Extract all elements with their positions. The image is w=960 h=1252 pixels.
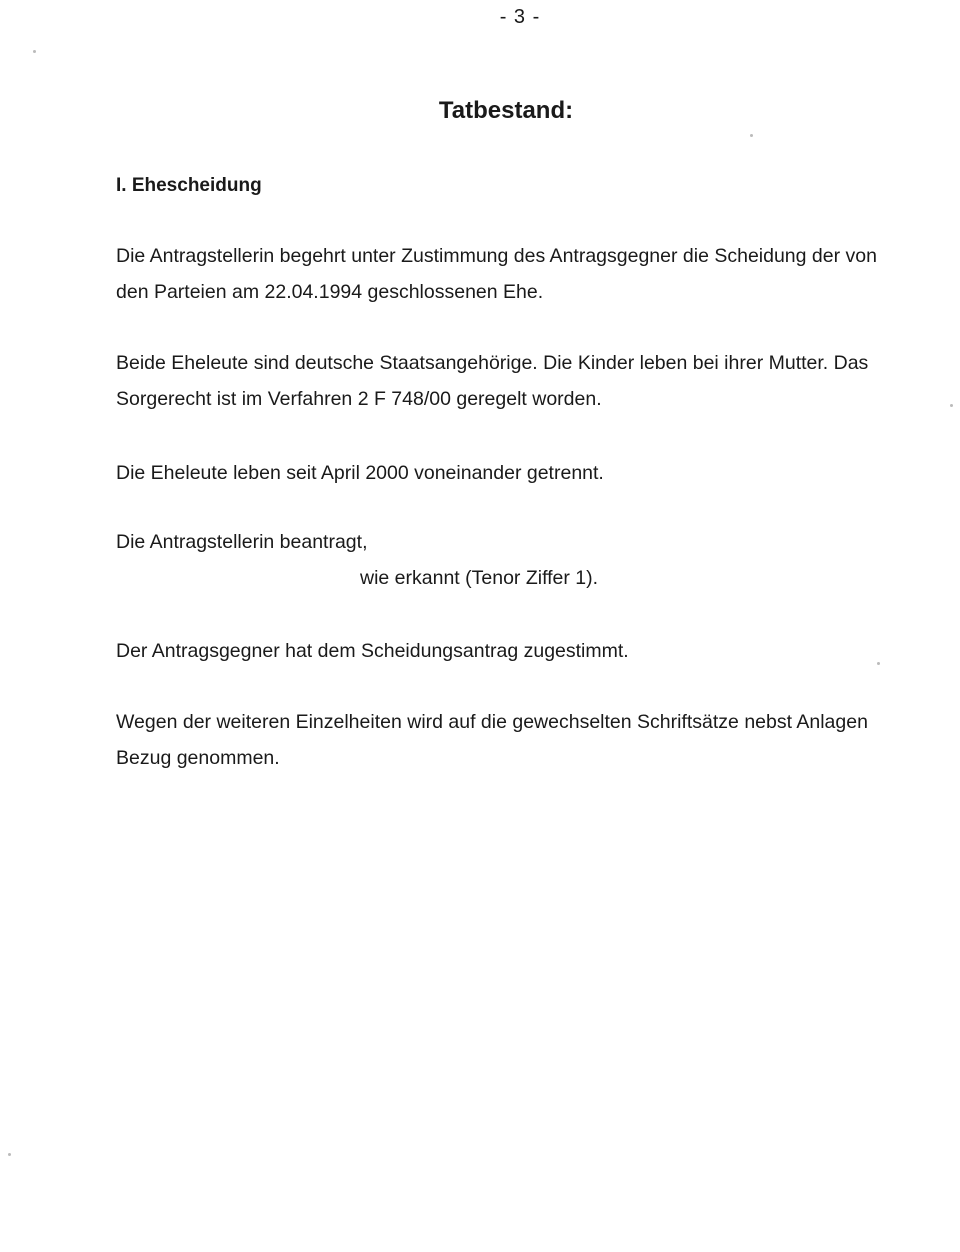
paragraph-motion: [116, 524, 931, 596]
scan-speck: [8, 1153, 11, 1156]
paragraph-consent: [116, 633, 931, 669]
scan-speck: [877, 662, 880, 665]
paragraph-divorce-request: [116, 238, 931, 310]
section-title: I. Ehescheidung: [116, 175, 262, 196]
paragraph-line: Die Antragstellerin beantragt,: [116, 531, 368, 553]
paragraph-separation: [116, 455, 931, 491]
paragraph-line: Die Eheleute leben seit April 2000 voneinander getrennt.: [116, 462, 604, 484]
paragraph-line-indented: wie erkannt (Tenor Ziffer 1).: [360, 567, 599, 589]
scan-speck: [950, 404, 953, 407]
scan-speck: [33, 50, 36, 53]
scan-speck: [750, 134, 753, 137]
paragraph-line: Wegen der weiteren Einzelheiten wird auf die gewechselten Schriftsätze nebst Anlagen: [116, 711, 868, 733]
paragraph-line: Die Antragstellerin begehrt unter Zustimmung des Antragsgegner die Scheidung der von: [116, 245, 877, 267]
paragraph-reference: [116, 704, 931, 776]
page-number: - 3 -: [499, 6, 541, 28]
page-heading: Tatbestand:: [438, 97, 574, 124]
paragraph-citizenship-custody: [116, 345, 931, 417]
paragraph-line: Bezug genommen.: [116, 747, 280, 769]
paragraph-line: Der Antragsgegner hat dem Scheidungsantrag zugestimmt.: [116, 640, 629, 662]
paragraph-line: Sorgerecht ist im Verfahren 2 F 748/00 geregelt worden.: [116, 388, 602, 410]
paragraph-line: den Parteien am 22.04.1994 geschlossenen Ehe.: [116, 281, 544, 303]
paragraph-line: Beide Eheleute sind deutsche Staatsangehörige. Die Kinder leben bei ihrer Mutter. Das: [116, 352, 869, 374]
